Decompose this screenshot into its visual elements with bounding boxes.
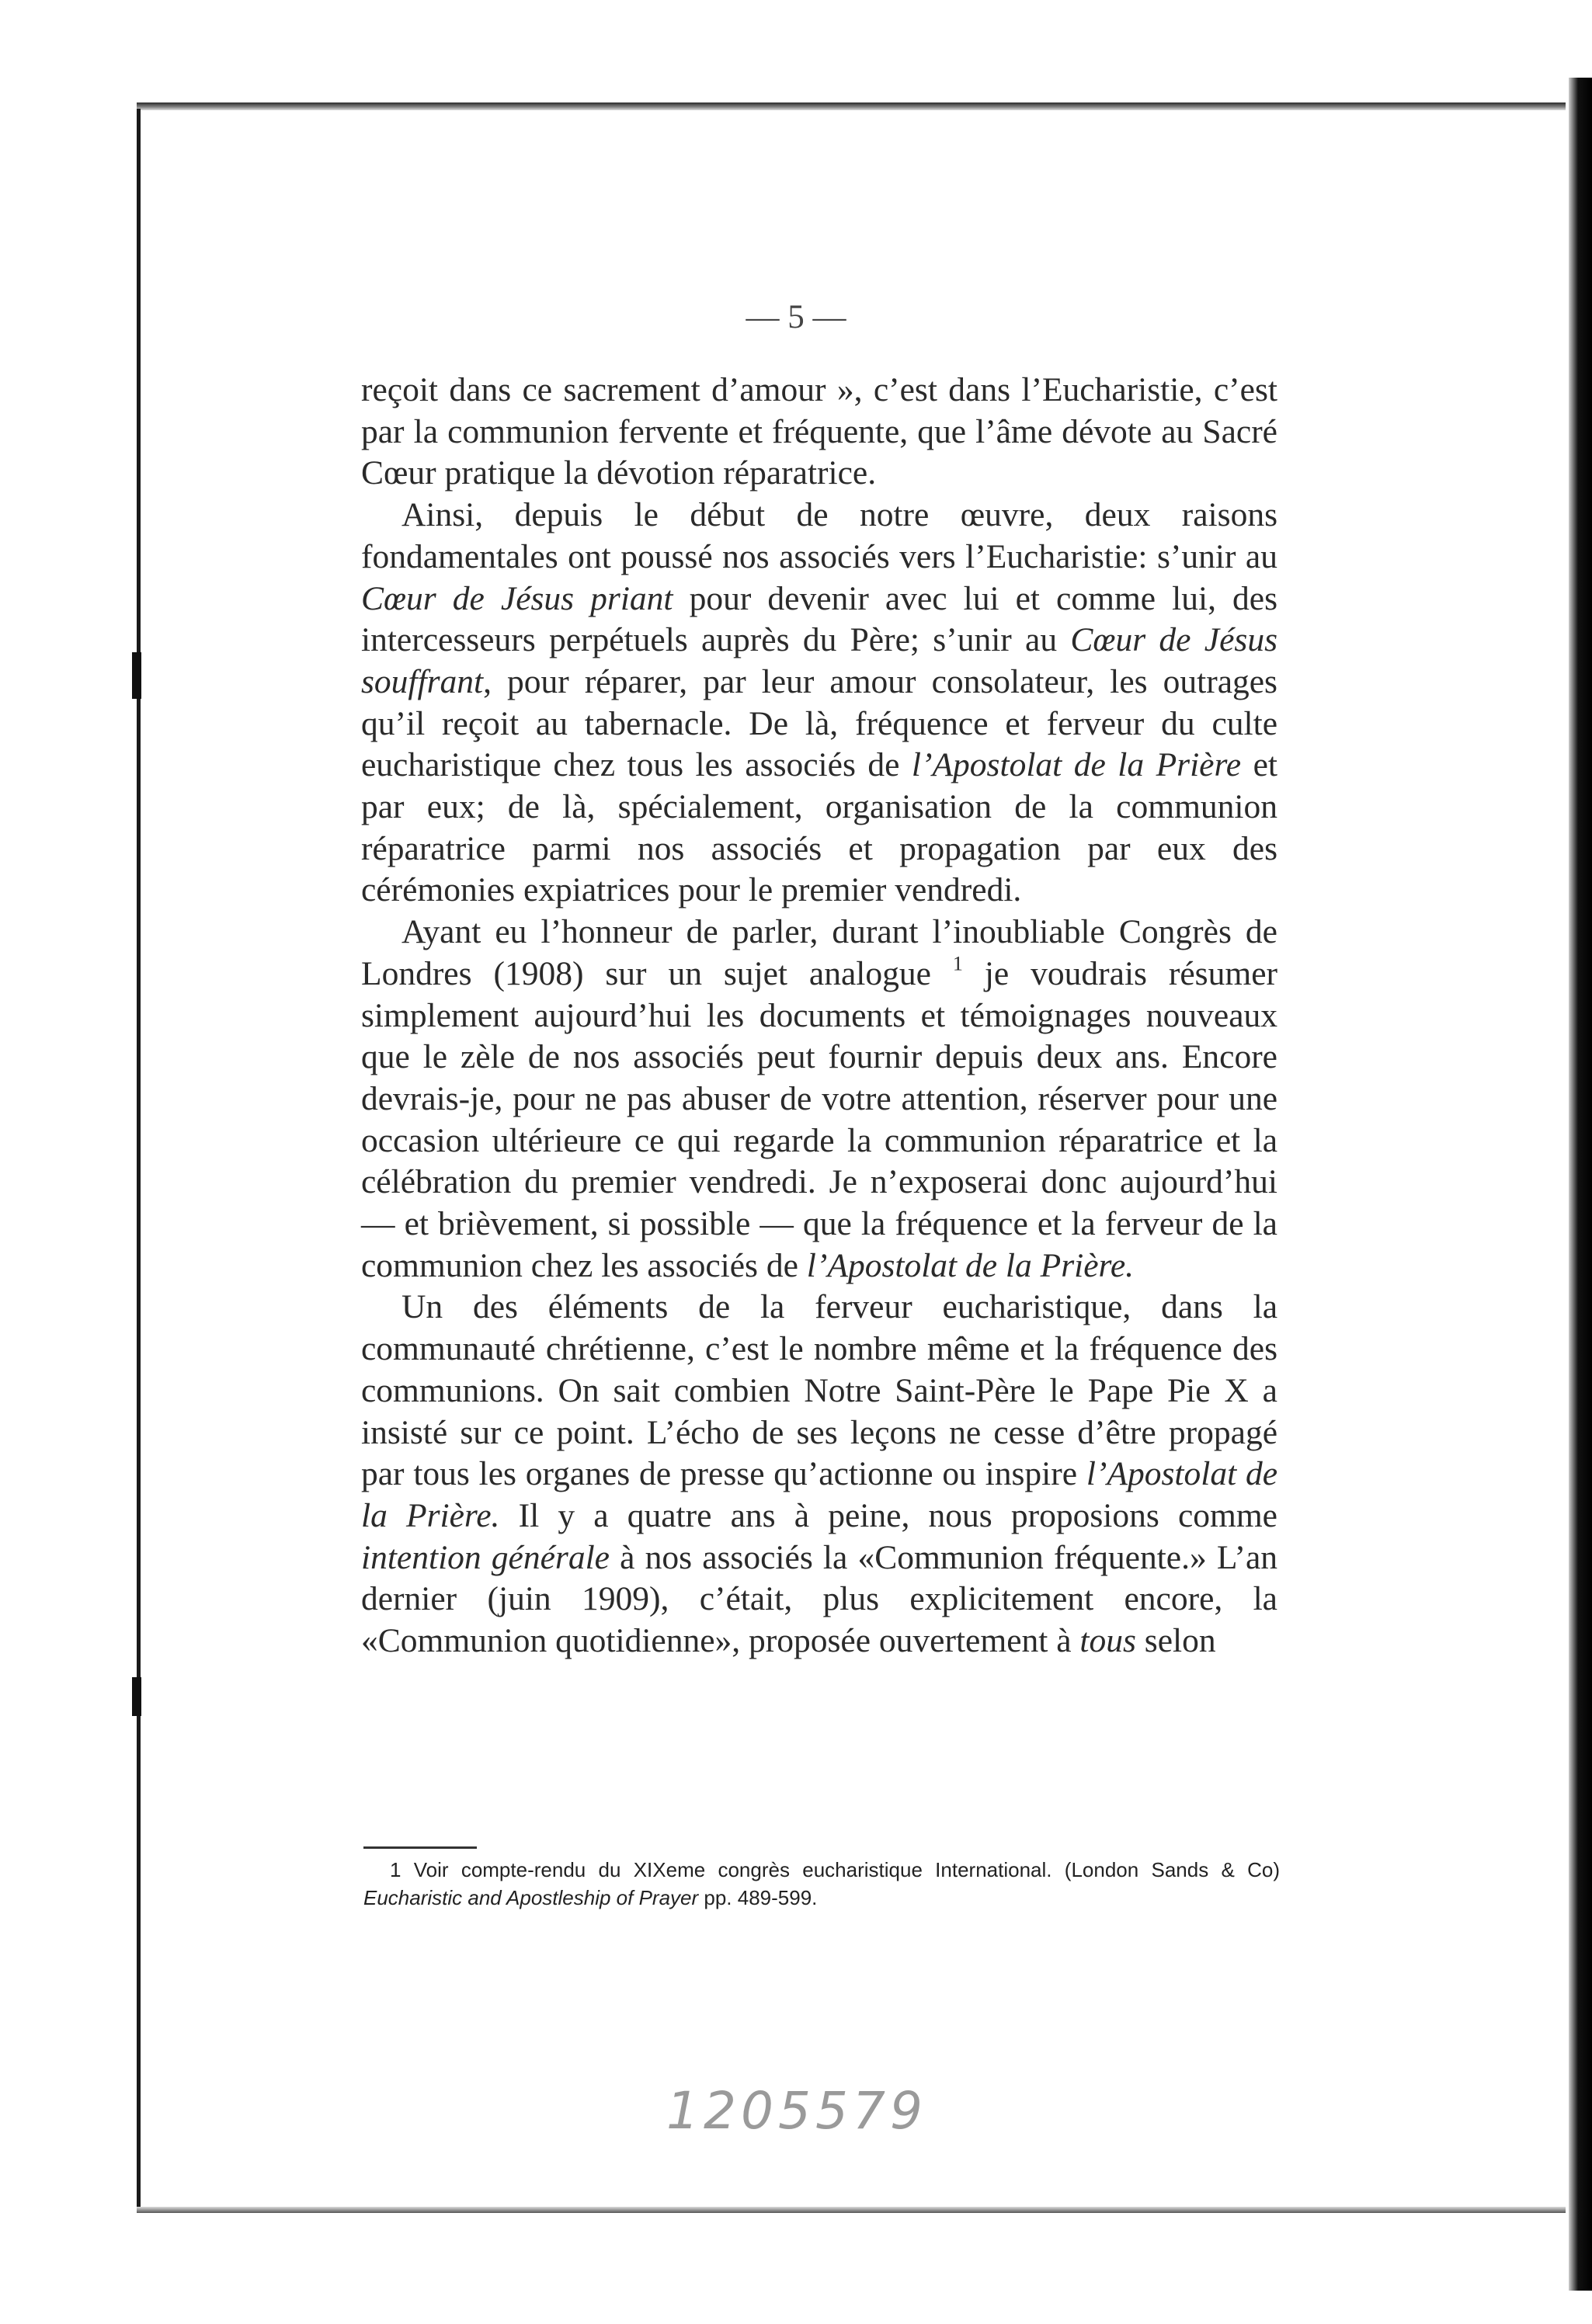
text-run: 1 Voir compte-rendu du XIXeme congrès eucharistique International. (London Sands & Co) <box>390 1858 1280 1881</box>
text-run: je voudrais résumer simplement aujourd’hui les documents et témoignages nouveaux que le zèle de nos associés peut fournir depuis deux ans. Encore devrais-je, pour ne pas abuser de votre attention, réserver pour une occasion ultérieure ce qui regarde la communion réparatrice et la célébration du premier vendredi. Je n’exposerai donc aujourd’hui — et brièvement, si possible — que la fréquence et la ferveur de la communion chez les associés de <box>361 954 1277 1284</box>
text-run: Il y a quatre ans à peine, nous proposions comme <box>499 1496 1277 1534</box>
footnote-marker: 1 <box>952 952 963 975</box>
handwritten-accession-number: 1205579 <box>666 2081 927 2141</box>
text-run: et par eux; de là, spécialement, organisation de la communion réparatrice parmi nos associés et propagation par eux des cérémonies expiatrices pour le premier vendredi. <box>361 746 1277 909</box>
text-run: Un des éléments de la ferveur eucharistique, dans la communauté chrétienne, c’est le nombre même et la fréquence des communions. On sait combien Notre Saint-Père le Pape Pie X a insisté sur ce point. L’écho de ses leçons ne cesse d’être propagé par tous les organes de presse qu’actionne ou inspire <box>361 1288 1277 1493</box>
page-edge-bottom <box>137 2207 1566 2213</box>
page-number: — 5 — <box>746 299 846 335</box>
footnote-rule <box>363 1846 477 1849</box>
page-edge-right <box>1569 78 1592 2291</box>
text-run: pp. 489-599. <box>698 1886 818 1909</box>
paragraph <box>361 912 1277 1287</box>
italic-run: l’Apostolat de la Prière. <box>361 1455 1278 1534</box>
text-run: pour devenir avec lui et comme lui, des intercesseurs perpétuels auprès du Père; s’unir au <box>361 579 1277 659</box>
text-run: , pour réparer, par leur amour consolateur, les outrages qu’il reçoit au tabernacle. De là, fréquence et ferveur du culte eucharistique chez tous les associés de <box>361 662 1277 784</box>
italic-run: intention générale <box>361 1538 610 1576</box>
text-run: à nos associés la «Communion fréquente.» L’an dernier (juin 1909), c’était, plus explicitement encore, la «Communion quotidienne», proposée ouvertement à <box>361 1538 1277 1660</box>
paragraph <box>361 1287 1277 1662</box>
page-edge-top <box>137 102 1566 110</box>
text-run: Ainsi, depuis le début de notre œuvre, deux raisons fondamentales ont poussé nos associés vers l’Eucharistie: s’unir au <box>361 496 1277 575</box>
margin-mark <box>132 1677 141 1716</box>
italic-run: l’Apostolat de la Prière <box>911 746 1242 784</box>
text-run: reçoit dans ce sacrement d’amour », c’est dans l’Eucharistie, c’est par la communion fervente et fréquente, que l’âme dévote au Sacré Cœur pratique la dévotion réparatrice. <box>361 371 1277 492</box>
paragraph <box>361 495 1277 912</box>
italic-run: Cœur de Jésus souffrant <box>361 621 1277 700</box>
italic-run: Cœur de Jésus priant <box>361 579 673 617</box>
footnote <box>363 1856 1280 1912</box>
text-run: Ayant eu l’honneur de parler, durant l’inoubliable Congrès de Londres (1908) sur un sujet analogue <box>361 913 1277 992</box>
text-run: selon <box>1135 1622 1216 1660</box>
margin-mark <box>132 652 141 699</box>
page-edge-left <box>137 109 141 2213</box>
italic-run: l’Apostolat de la Prière. <box>806 1246 1135 1284</box>
italic-run: Eucharistic and Apostleship of Prayer <box>363 1886 699 1909</box>
italic-run: tous <box>1079 1622 1136 1660</box>
paragraph <box>361 370 1277 495</box>
body-text <box>361 370 1277 1662</box>
